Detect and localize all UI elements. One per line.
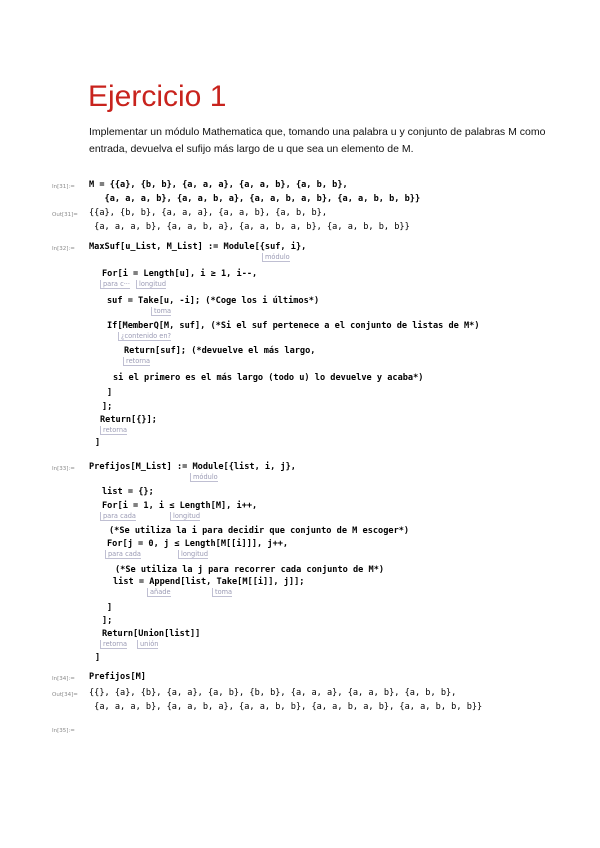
input-label: In[34]:= — [52, 676, 75, 682]
hint-label: unión — [137, 640, 158, 649]
hint-label: longitud — [136, 280, 166, 289]
code-line[interactable]: ]; — [102, 402, 113, 412]
code-line[interactable]: ] — [95, 653, 101, 663]
input-label: In[31]:= — [52, 184, 75, 190]
code-line[interactable]: Return[{}]; — [100, 415, 157, 425]
input-label: In[33]:= — [52, 466, 75, 472]
hint-label: para c··· — [100, 280, 130, 289]
hint-label: módulo — [190, 473, 218, 482]
code-line[interactable]: list = Append[list, Take[M[[i]], j]]; — [113, 577, 305, 587]
code-line[interactable]: MaxSuf[u_List, M_List] := Module[{suf, i}, — [89, 242, 307, 252]
output-code-line: {a, a, a, b}, {a, a, b, a}, {a, a, b, b}, {a, a, b, a, b}, {a, a, b, b, b}} — [89, 702, 483, 712]
hint-label: retorna — [123, 357, 150, 366]
input-code-line[interactable]: M = {{a}, {b, b}, {a, a, a}, {a, a, b}, {a, b, b}, — [89, 180, 348, 190]
code-line[interactable]: If[MemberQ[M, suf], (*Si el suf pertenece a el conjunto de listas de M*) — [107, 321, 480, 331]
input-code-line[interactable]: {a, a, a, b}, {a, a, b, a}, {a, a, b, a, b}, {a, a, b, b, b}} — [89, 194, 421, 204]
code-line[interactable]: list = {}; — [102, 487, 154, 497]
exercise-description: Implementar un módulo Mathematica que, tomando una palabra u y conjunto de palabras M como entrada, devuelva el sufijo más largo de u que sea un elemento de M. — [89, 126, 546, 155]
code-line[interactable]: si el primero es el más largo (todo u) lo devuelve y acaba*) — [113, 373, 424, 383]
hint-label: retorna — [100, 640, 127, 649]
output-code-line: {a, a, a, b}, {a, a, b, a}, {a, a, b, a, b}, {a, a, b, b, b}} — [89, 222, 410, 232]
hint-label: módulo — [262, 253, 290, 262]
code-line[interactable]: (*Se utiliza la j para recorrer cada conjunto de M*) — [115, 565, 385, 575]
input-label: In[32]:= — [52, 246, 75, 252]
code-line[interactable]: ] — [107, 603, 113, 613]
code-line[interactable]: ]; — [102, 616, 113, 626]
hint-label: añade — [147, 588, 171, 597]
code-line[interactable]: Prefijos[M] — [89, 672, 146, 682]
code-line[interactable]: Return[suf]; (*devuelve el más largo, — [124, 346, 316, 356]
code-line[interactable]: Return[Union[list]] — [102, 629, 201, 639]
code-line[interactable]: (*Se utiliza la i para decidir que conjunto de M escoger*) — [109, 526, 410, 536]
code-line[interactable]: ] — [95, 438, 101, 448]
output-label: Out[31]= — [52, 212, 78, 218]
hint-label: retorna — [100, 426, 127, 435]
code-line[interactable]: For[i = 1, i ≤ Length[M], i++, — [102, 501, 258, 511]
hint-label: longitud — [178, 550, 208, 559]
page-title: Ejercicio 1 — [88, 80, 227, 113]
hint-label: toma — [151, 307, 171, 316]
hint-label: para cada — [105, 550, 141, 559]
input-label[interactable]: In[35]:= — [52, 728, 75, 734]
code-line[interactable]: For[j = 0, j ≤ Length[M[[i]]], j++, — [107, 539, 289, 549]
output-code-line: {{a}, {b, b}, {a, a, a}, {a, a, b}, {a, b, b}, — [89, 208, 327, 218]
code-line[interactable]: ] — [107, 388, 113, 398]
output-code-line: {{}, {a}, {b}, {a, a}, {a, b}, {b, b}, {a, a, a}, {a, a, b}, {a, b, b}, — [89, 688, 457, 698]
hint-label: longitud — [170, 512, 200, 521]
hint-label: ¿contenido en? — [118, 332, 171, 341]
hint-label: toma — [212, 588, 232, 597]
code-line[interactable]: Prefijos[M_List] := Module[{list, i, j}, — [89, 462, 296, 472]
hint-label: para cada — [100, 512, 136, 521]
output-label: Out[34]= — [52, 692, 78, 698]
code-line[interactable]: suf = Take[u, -i]; (*Coge los i últimos*) — [107, 296, 320, 306]
code-line[interactable]: For[i = Length[u], i ≥ 1, i--, — [102, 269, 258, 279]
